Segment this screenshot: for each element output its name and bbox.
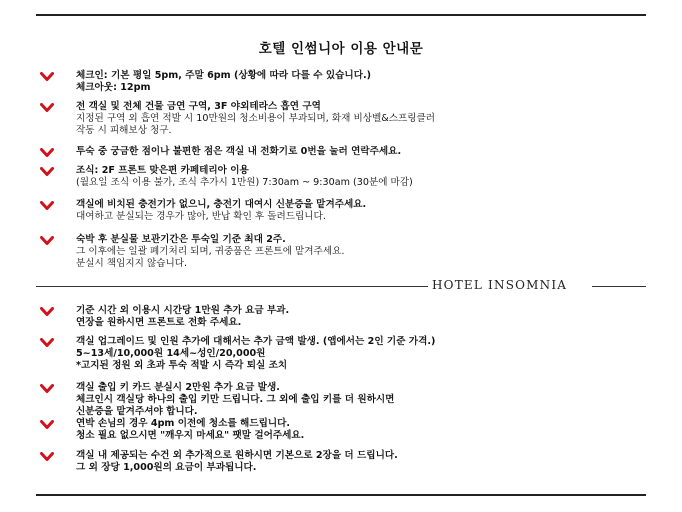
notice-line: 그 이후에는 일괄 폐기처리 되며, 귀중품은 프론트에 맡겨주세요. bbox=[76, 246, 345, 257]
chevron-down-icon bbox=[40, 338, 54, 348]
notice-line: 체크인: 기본 평일 5pm, 주말 6pm (상황에 따라 다를 수 있습니다.) bbox=[76, 70, 371, 81]
notice-line: 체크아웃: 12pm bbox=[76, 82, 151, 93]
notice-line: 객실 출입 키 카드 분실시 2만원 추가 요금 발생. bbox=[76, 382, 280, 393]
chevron-down-icon bbox=[40, 420, 54, 430]
top-rule bbox=[36, 14, 646, 16]
notice-line: 5~13세/10,000원 14세~성인/20,000원 bbox=[76, 348, 266, 359]
notice-line: 연박 손님의 경우 4pm 이전에 청소를 해드립니다. bbox=[76, 418, 291, 429]
notice-text bbox=[76, 418, 646, 442]
chevron-down-icon bbox=[40, 452, 54, 462]
notice-line: 청소 필요 없으시면 "깨우지 마세요" 팻말 걸어주세요. bbox=[76, 430, 305, 441]
notice-line: 숙박 후 분실물 보관기간은 투숙일 기준 최대 2주. bbox=[76, 234, 286, 245]
notice-line: 체크인시 객실당 하나의 출입 키만 드립니다. 그 외에 출입 키를 더 원하시면 bbox=[76, 394, 395, 405]
notice-line: 그 외 장당 1,000원의 요금이 부과됩니다. bbox=[76, 462, 257, 473]
notice-line: 분실시 책임지지 않습니다. bbox=[76, 258, 188, 269]
notice-text bbox=[76, 336, 646, 372]
page-title: 호텔 인썸니아 이용 안내문 bbox=[258, 41, 424, 57]
notice-text bbox=[76, 199, 646, 223]
chevron-down-icon bbox=[40, 167, 54, 177]
brand-divider bbox=[36, 278, 646, 294]
notice-line: 조식: 2F 프론트 맞은편 카페테리아 이용 bbox=[76, 165, 249, 176]
notice-text bbox=[76, 101, 646, 137]
notice-line: 객실에 비치된 충전기가 없으니, 충전기 대여시 신분증을 맡겨주세요. bbox=[76, 199, 367, 210]
notice-text bbox=[76, 450, 646, 474]
notice-text bbox=[76, 382, 646, 418]
brand-name: HOTEL INSOMNIA bbox=[428, 278, 571, 292]
chevron-down-icon bbox=[40, 103, 54, 113]
notice-line: 객실 내 제공되는 수건 외 추가적으로 원하시면 기본으로 2장을 더 드립니다. bbox=[76, 450, 398, 461]
chevron-down-icon bbox=[40, 148, 54, 158]
notice-line: 연장을 원하시면 프론트로 전화 주세요. bbox=[76, 317, 242, 328]
chevron-down-icon bbox=[40, 201, 54, 211]
bottom-rule bbox=[36, 494, 646, 496]
notice-line: 투숙 중 궁금한 점이나 불편한 점은 객실 내 전화기로 0번을 눌러 연락주세요. bbox=[76, 146, 402, 157]
chevron-down-icon bbox=[40, 236, 54, 246]
notice-line: 기준 시간 외 이용시 시간당 1만원 추가 요금 부과. bbox=[76, 305, 290, 316]
notice-line: (월요일 조식 이용 불가, 조식 추가시 1만원) 7:30am ~ 9:30am (30분에 마감) bbox=[76, 177, 413, 188]
notice-text bbox=[76, 146, 646, 158]
chevron-down-icon bbox=[40, 72, 54, 82]
notice-line: 대여하고 분실되는 경우가 많아, 반납 확인 후 돌려드립니다. bbox=[76, 211, 326, 222]
notice-line: 객실 업그레이드 및 인원 추가에 대해서는 추가 금액 발생. (앱에서는 2인 기준 가격.) bbox=[76, 336, 436, 347]
brand-line-left bbox=[36, 286, 428, 287]
notice-line: 신분증을 맡겨주셔야 합니다. bbox=[76, 406, 198, 417]
notice-text bbox=[76, 165, 646, 189]
notice-line: 지정된 구역 외 흡연 적발 시 10만원의 청소비용이 부과되며, 화재 비상벨&스프링클러 bbox=[76, 113, 436, 124]
notice-line: 전 객실 및 전체 건물 금연 구역, 3F 야외테라스 흡연 구역 bbox=[76, 101, 321, 112]
notice-line: 작동 시 피해보상 청구. bbox=[76, 125, 172, 136]
notice-line: *고지된 정원 외 초과 투숙 적발 시 즉각 퇴실 조치 bbox=[76, 360, 288, 371]
chevron-down-icon bbox=[40, 384, 54, 394]
notice-text bbox=[76, 70, 646, 94]
chevron-down-icon bbox=[40, 307, 54, 317]
notice-text bbox=[76, 234, 646, 270]
brand-line-right bbox=[592, 286, 646, 287]
notice-text bbox=[76, 305, 646, 329]
